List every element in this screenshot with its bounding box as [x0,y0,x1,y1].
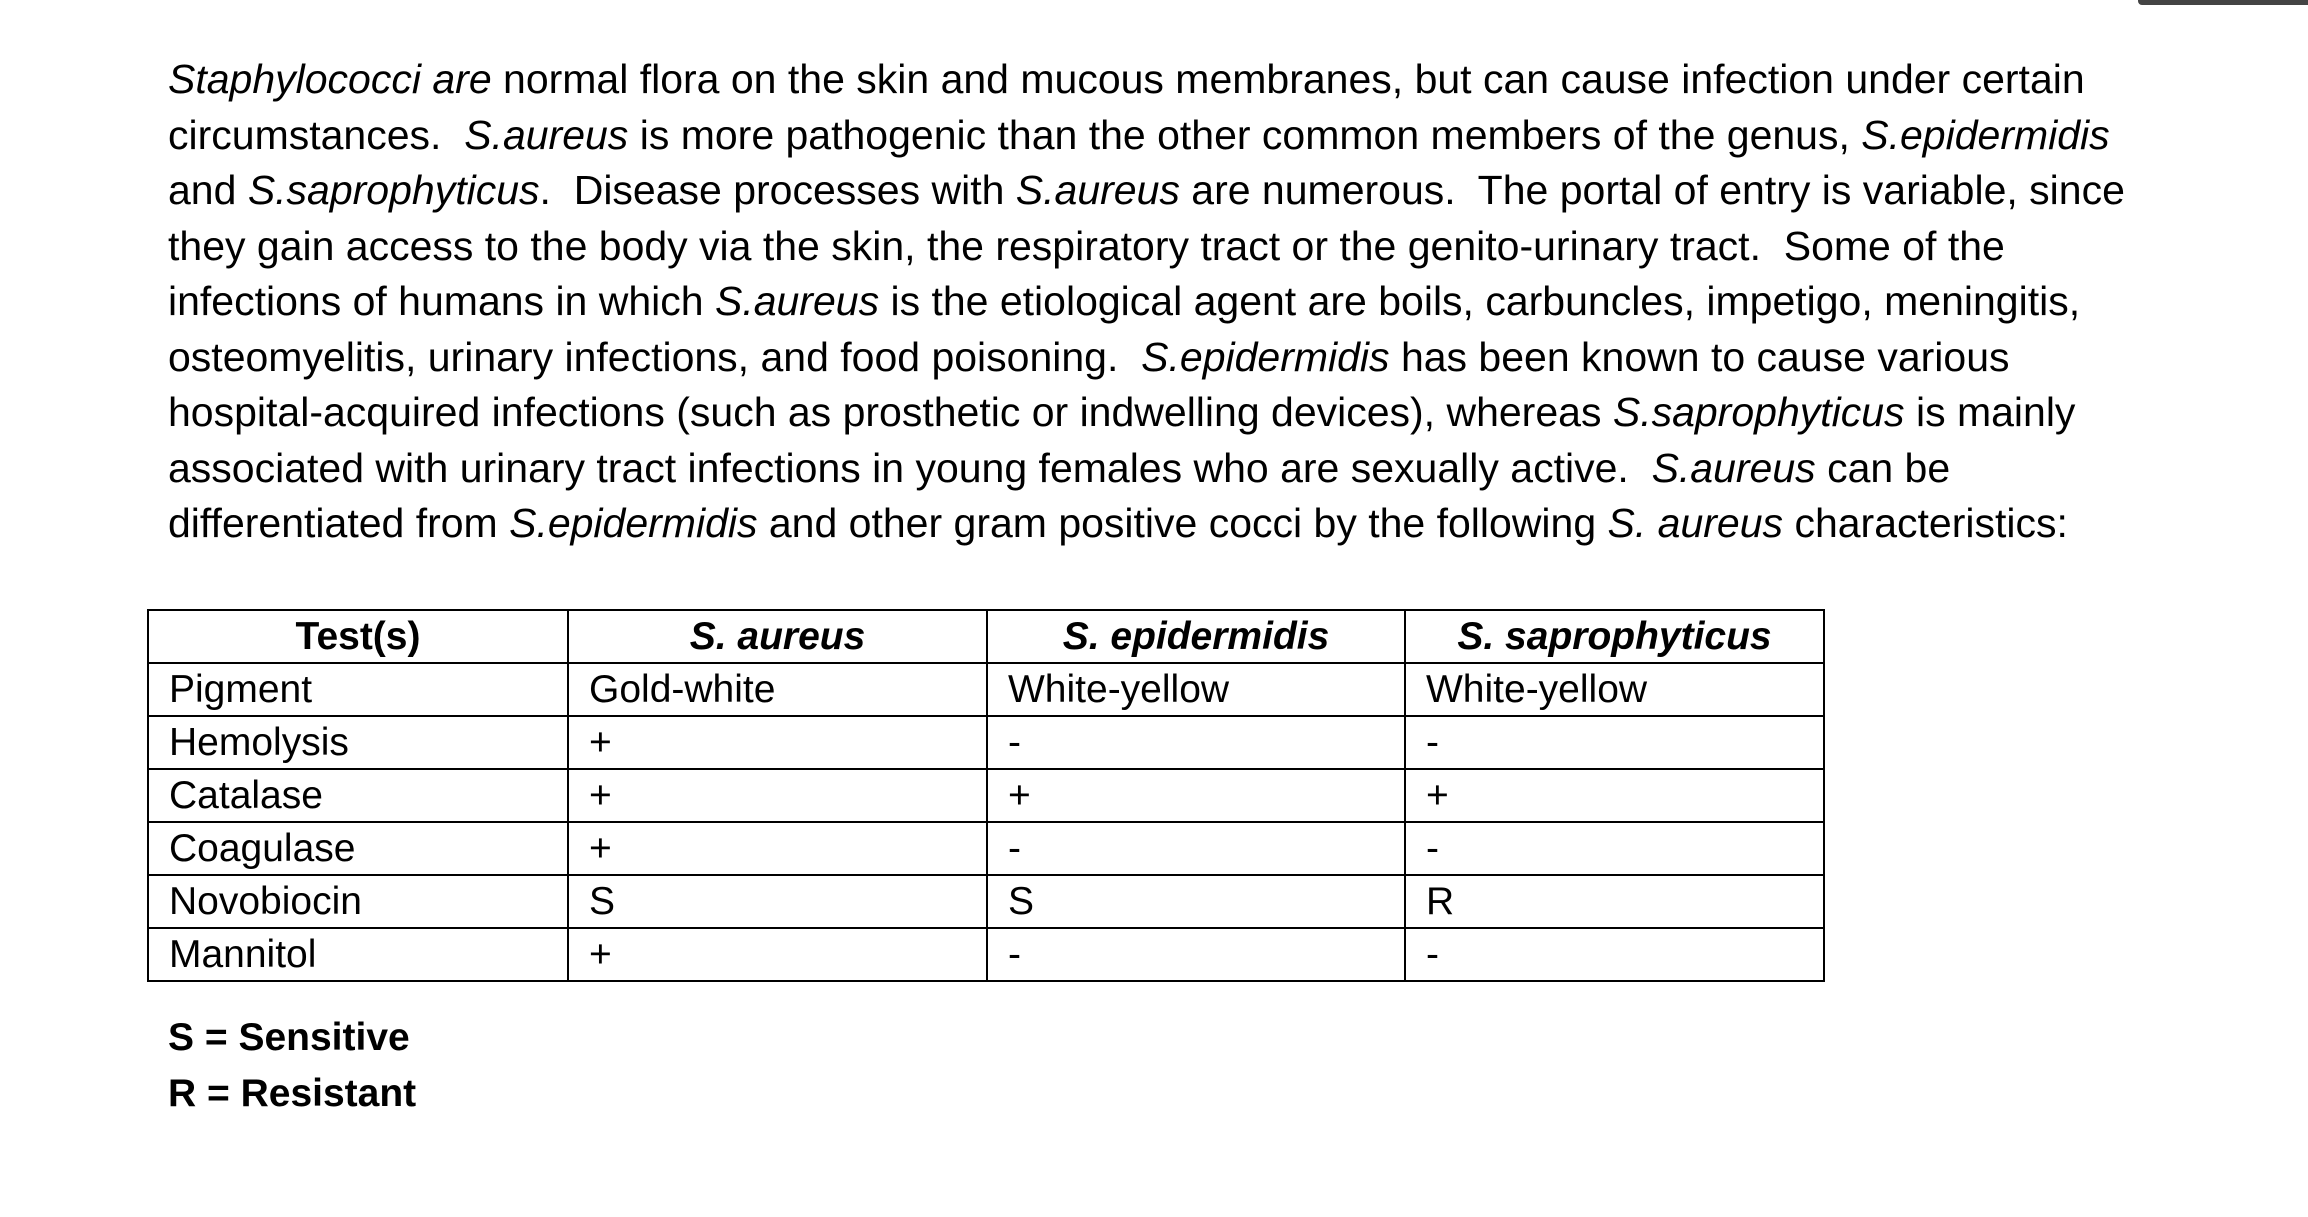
text-run: osteomyelitis, urinary infections, and food poisoning. [168,333,1142,380]
header-s-epidermidis: S. epidermidis [987,610,1405,663]
text-run: are numerous. The portal of entry is variable, since [1179,167,2125,213]
s-aureus-cell: + [568,822,987,875]
italic-text: S.epidermidis [509,500,758,546]
paragraph-line [168,496,2168,552]
s-saprophyticus-cell: R [1405,875,1824,928]
s-epidermidis-cell: - [987,928,1405,981]
intro-paragraph [168,52,2168,552]
table-row [148,769,1824,822]
paragraph-line [168,163,2168,219]
text-run: . Disease processes with [539,167,1016,213]
text-run: hospital-acquired infections (such as prosthetic or indwelling devices), whereas [168,389,1613,435]
staphylococci-comparison-table [147,609,1825,982]
s-saprophyticus-cell: - [1405,928,1824,981]
text-run: associated with urinary tract infections in young females who are sexually active. [168,444,1652,491]
header-tests: Test(s) [148,610,568,663]
paragraph-line [168,108,2168,164]
text-run: is more pathogenic than the other common members of the genus, [628,111,1862,158]
text-run: normal flora on the skin and mucous membranes, but can cause infection under certain [491,56,2085,102]
s-aureus-cell: + [568,928,987,981]
text-run: has been known to cause various [1389,333,2010,380]
s-epidermidis-cell: + [987,769,1405,822]
test-name-cell: Mannitol [148,928,568,981]
italic-text: S.aureus [1015,167,1180,213]
table-row [148,928,1824,981]
s-saprophyticus-cell: - [1405,716,1824,769]
s-saprophyticus-cell: - [1405,822,1824,875]
s-epidermidis-cell: - [987,822,1405,875]
s-epidermidis-cell: S [987,875,1405,928]
test-name-cell: Pigment [148,663,568,716]
paragraph-line [168,274,2168,330]
paragraph-line [168,330,2168,386]
text-run: and other gram positive cocci by the following [757,500,1608,546]
italic-text: S.aureus [1651,444,1816,491]
s-saprophyticus-cell: + [1405,769,1824,822]
text-run: and [168,167,248,213]
test-name-cell: Novobiocin [148,875,568,928]
header-s-aureus: S. aureus [568,610,987,663]
italic-text: S.aureus [464,111,629,158]
test-name-cell: Coagulase [148,822,568,875]
italic-text: S.epidermidis [1141,333,1390,380]
s-epidermidis-cell: - [987,716,1405,769]
s-aureus-cell: Gold-white [568,663,987,716]
paragraph-line [168,441,2168,497]
text-run: infections of humans in which [168,278,715,324]
text-run: is the etiological agent are boils, carbuncles, impetigo, meningitis, [879,278,2081,324]
italic-text: S.epidermidis [1861,111,2110,158]
paragraph-line [168,52,2168,108]
text-run: can be [1815,444,1951,491]
legend-sensitive: S = Sensitive [168,1016,410,1059]
header-s-saprophyticus: S. saprophyticus [1405,610,1824,663]
s-epidermidis-cell: White-yellow [987,663,1405,716]
legend-resistant: R = Resistant [168,1072,417,1115]
table-row [148,875,1824,928]
italic-text: S.saprophyticus [247,167,540,213]
italic-text: S. aureus [1607,500,1784,546]
test-name-cell: Catalase [148,769,568,822]
italic-text: S.saprophyticus [1612,389,1905,435]
text-run: is mainly [1904,389,2076,435]
s-aureus-cell: + [568,769,987,822]
italic-text: Staphylococci are [168,56,492,102]
s-aureus-cell: S [568,875,987,928]
s-aureus-cell: + [568,716,987,769]
paragraph-line [168,219,2168,275]
test-name-cell: Hemolysis [148,716,568,769]
text-run: characteristics: [1783,500,2068,546]
s-saprophyticus-cell: White-yellow [1405,663,1824,716]
table-row [148,663,1824,716]
window-corner-decoration [2138,0,2308,5]
table-legend [168,1010,416,1122]
paragraph-line [168,385,2168,441]
table-row [148,716,1824,769]
table-row [148,822,1824,875]
table-header-row [148,610,1824,663]
text-run: differentiated from [168,500,510,546]
text-run: they gain access to the body via the skin, the respiratory tract or the genito-urinary tract. Some of the [168,222,2005,269]
italic-text: S.aureus [714,278,880,324]
text-run: circumstances. [168,111,465,158]
